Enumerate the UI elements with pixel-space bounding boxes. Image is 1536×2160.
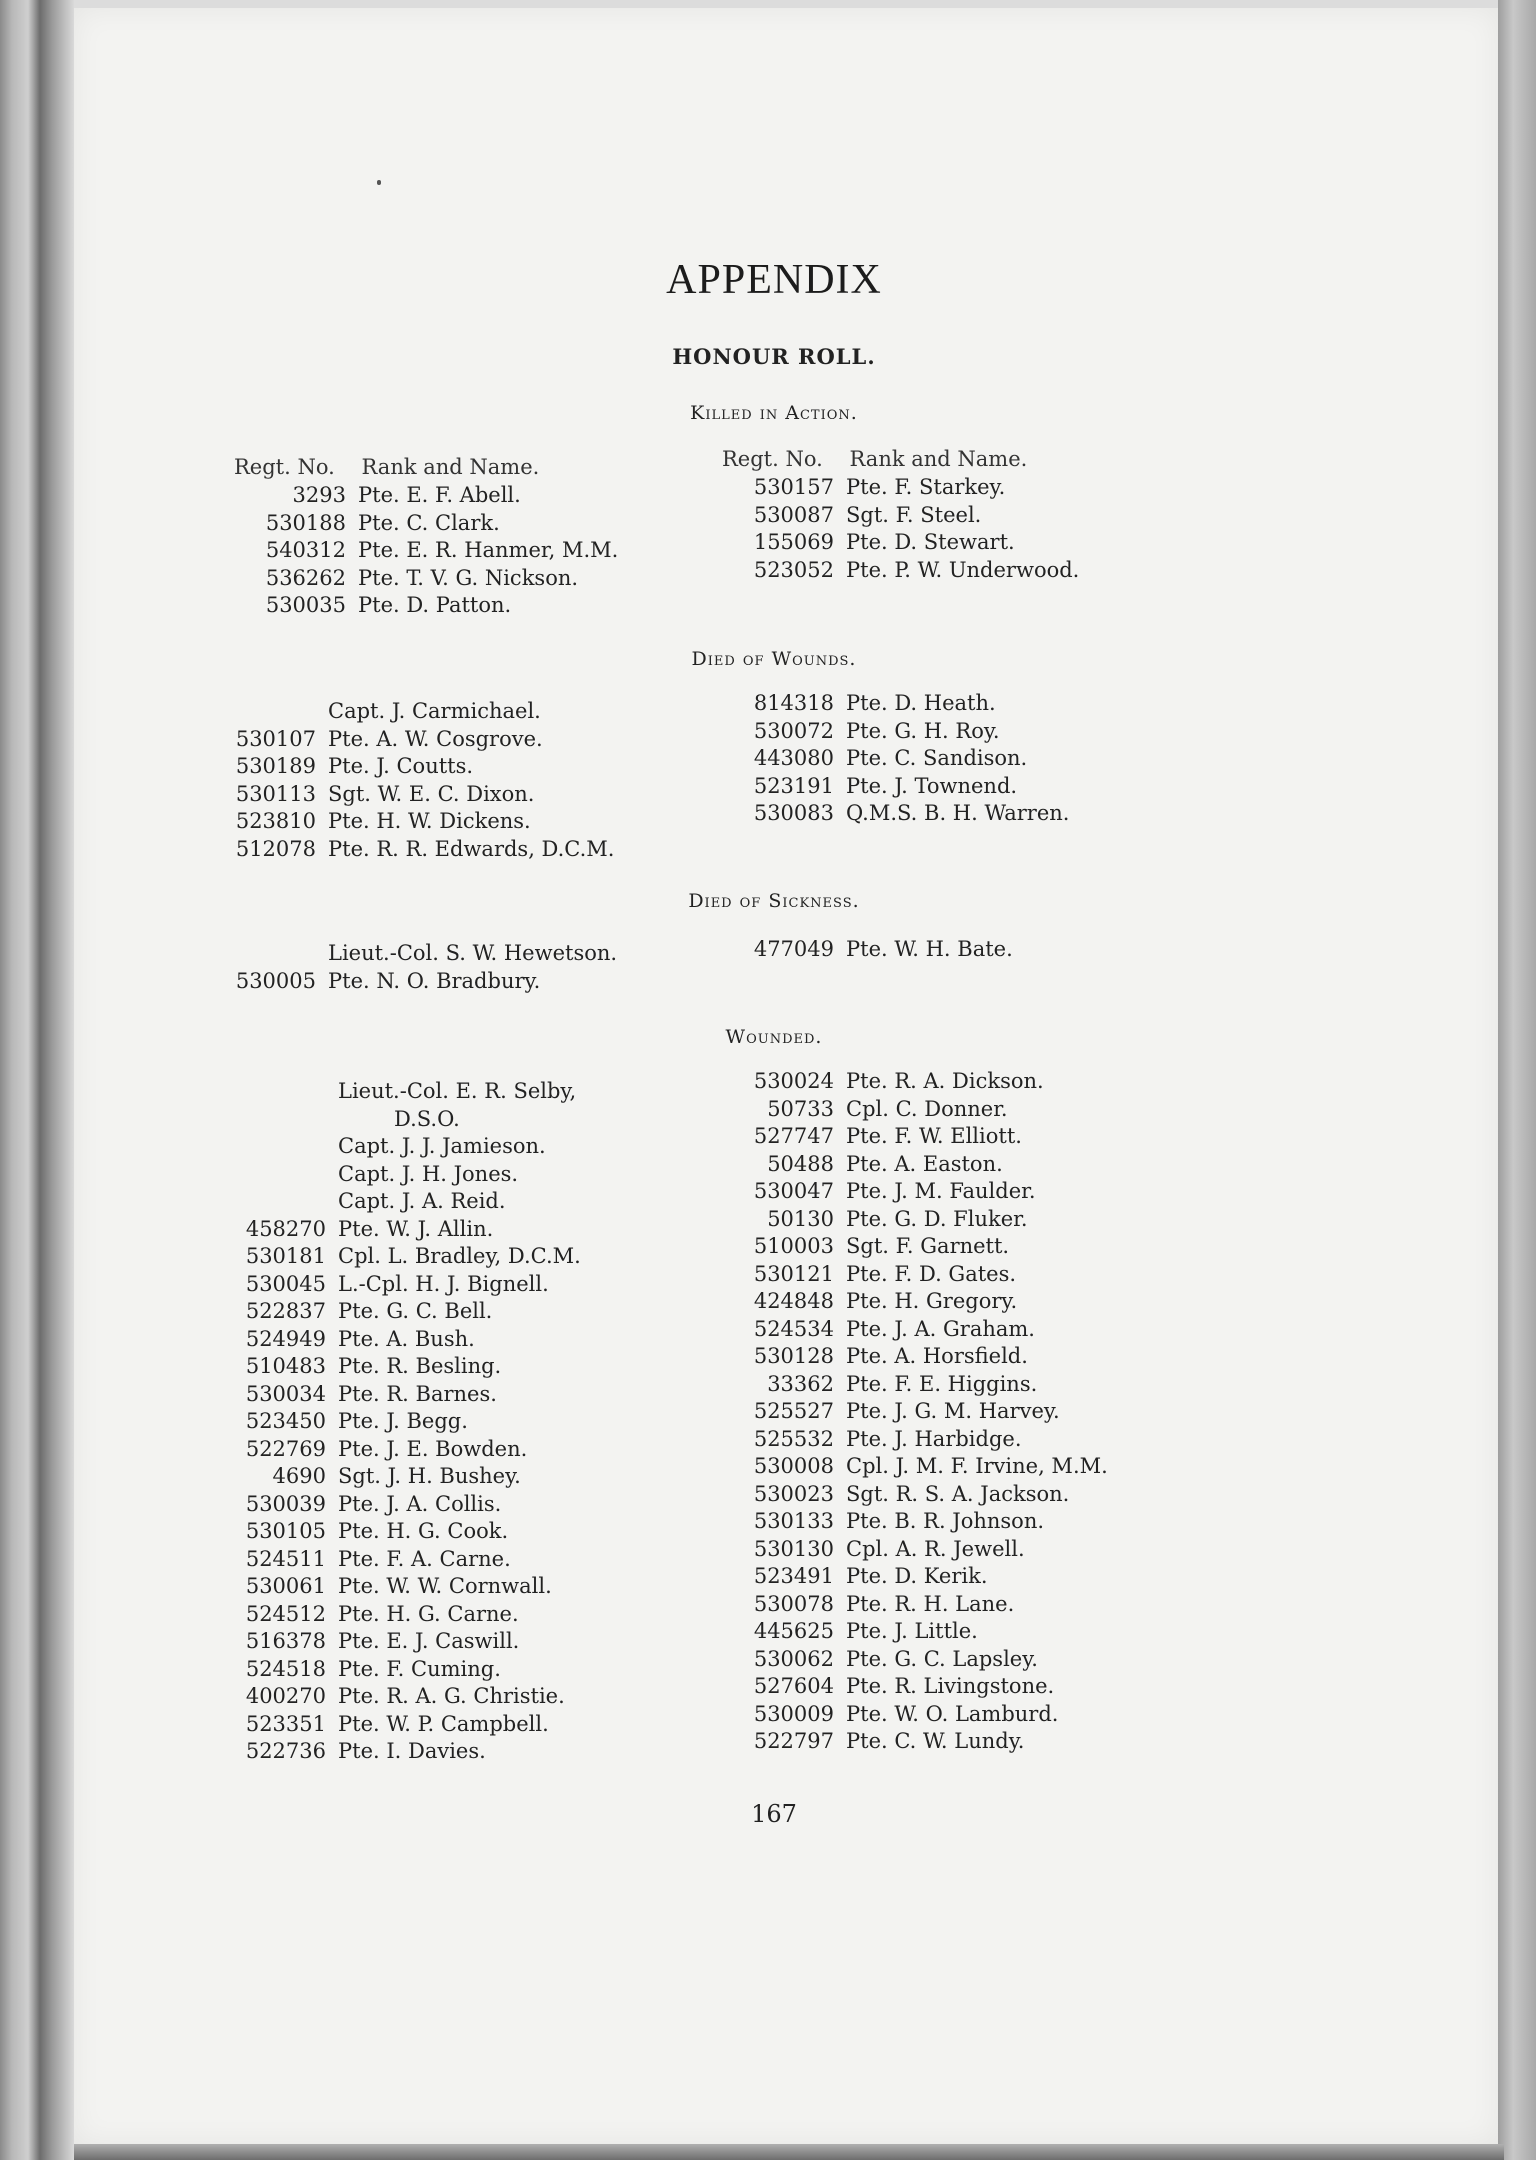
regiment-number: 530023: [753, 1481, 834, 1506]
roll-entry: [722, 1288, 1108, 1316]
died-wounds-left-list: [204, 698, 614, 863]
roll-entry: [722, 1536, 1108, 1564]
regiment-number: 525532: [753, 1426, 834, 1451]
book-page: [74, 8, 1498, 2144]
roll-entry: [722, 1591, 1108, 1619]
rank-and-name: Pte. G. D. Fluker.: [846, 1206, 1028, 1231]
rank-and-name: Pte. E. J. Caswill.: [338, 1629, 520, 1653]
roll-entry: [722, 1701, 1108, 1729]
rank-and-name: Pte. C. Sandison.: [846, 746, 1028, 770]
died-sickness-left-column: [204, 940, 617, 995]
rank-and-name: Pte. W. H. Bate.: [846, 937, 1013, 961]
rank-and-name: Pte. W. J. Allin.: [338, 1216, 494, 1241]
roll-entry: [214, 1326, 581, 1354]
roll-entry: [722, 1618, 1108, 1646]
rank-and-name: Pte. F. W. Elliott.: [846, 1124, 1022, 1148]
regiment-number: 530034: [245, 1381, 326, 1406]
roll-entry: [214, 1216, 581, 1244]
roll-entry: [214, 1738, 581, 1766]
rank-and-name: Pte. J. Little.: [846, 1619, 978, 1643]
roll-entry: [214, 1491, 581, 1519]
roll-entry: [722, 1673, 1108, 1701]
roll-entry: [214, 1243, 581, 1271]
rank-and-name: Pte. H. Gregory.: [846, 1289, 1018, 1313]
page-number: 167: [751, 1800, 797, 1828]
rank-and-name: Pte. G. C. Bell.: [338, 1299, 493, 1323]
roll-entry: [722, 1343, 1108, 1371]
regiment-number: [214, 1188, 338, 1216]
regiment-number: 33362: [767, 1371, 834, 1396]
regiment-number: 530005: [235, 968, 316, 993]
roll-entry: [214, 1381, 581, 1409]
wounded-left-list: [214, 1078, 581, 1766]
regiment-number: 530009: [753, 1701, 834, 1726]
regiment-number: 4690: [272, 1464, 326, 1488]
killed-left-column: [234, 452, 618, 620]
rank-and-name: Cpl. A. R. Jewell.: [846, 1536, 1025, 1561]
rank-and-name: Pte. D. Kerik.: [846, 1564, 988, 1588]
rank-and-name: Pte. J. Harbidge.: [846, 1426, 1022, 1451]
rank-and-name: Lieut.-Col. E. R. Selby,: [338, 1079, 577, 1103]
ink-speck: [377, 180, 381, 185]
regiment-number: 530133: [753, 1509, 834, 1533]
roll-entry: [722, 1453, 1108, 1481]
rank-and-name: Pte. I. Davies.: [338, 1739, 486, 1763]
page-bottom-edge: [74, 2144, 1504, 2160]
honour-roll-title: HONOUR ROLL.: [672, 344, 876, 369]
roll-entry: [722, 1178, 1108, 1206]
regiment-number: 530113: [235, 781, 316, 806]
regiment-number: 516378: [245, 1629, 326, 1653]
roll-entry: [214, 1408, 581, 1436]
rank-and-name: Capt. J. Carmichael.: [328, 699, 541, 723]
rank-and-name: Pte. J. Townend.: [846, 773, 1018, 798]
roll-entry: [722, 1096, 1108, 1124]
rank-and-name: D.S.O.: [394, 1106, 460, 1131]
roll-entry: [722, 474, 1079, 502]
regiment-number: 530062: [753, 1646, 834, 1671]
regiment-number: 523351: [245, 1711, 326, 1736]
roll-entry: [214, 1298, 581, 1326]
regiment-number: 527604: [753, 1674, 834, 1698]
rank-and-name: Pte. J. M. Faulder.: [846, 1179, 1036, 1203]
section-title-died-sickness: Died of Sickness.: [688, 890, 860, 912]
died-sickness-right-column: [722, 936, 1013, 964]
regiment-number: 527747: [753, 1124, 834, 1148]
roll-entry: [722, 1123, 1108, 1151]
rank-and-name: Pte. D. Patton.: [358, 593, 512, 617]
regiment-number: 445625: [753, 1619, 834, 1643]
roll-entry: [234, 537, 618, 565]
regiment-number: 510483: [245, 1354, 326, 1378]
rank-and-name: Pte. C. Clark.: [358, 510, 500, 535]
roll-entry: [214, 1683, 581, 1711]
roll-entry: [214, 1436, 581, 1464]
rank-and-name: Pte. W. P. Campbell.: [338, 1711, 549, 1736]
rank-and-name: Pte. F. E. Higgins.: [846, 1371, 1038, 1396]
rank-and-name: Pte. A. Bush.: [338, 1326, 475, 1351]
roll-entry: [722, 502, 1079, 530]
wounded-right-column: [722, 1068, 1108, 1756]
roll-entry: [214, 1711, 581, 1739]
regiment-number: 530024: [753, 1069, 834, 1093]
regiment-number: [204, 698, 328, 726]
regiment-number: 524949: [245, 1326, 326, 1351]
roll-entry: [722, 1426, 1108, 1454]
roll-entry: [722, 1398, 1108, 1426]
roll-entry: [204, 726, 614, 754]
regiment-number: 530072: [753, 718, 834, 743]
regiment-number: 400270: [245, 1684, 326, 1708]
rank-and-name: Pte. C. W. Lundy.: [846, 1729, 1025, 1753]
wounded-left-column: [214, 1078, 581, 1766]
rank-and-name: Pte. G. C. Lapsley.: [846, 1646, 1038, 1671]
regiment-number: 530128: [753, 1344, 834, 1368]
roll-entry: [214, 1656, 581, 1684]
section-title-died-wounds: Died of Wounds.: [691, 648, 857, 670]
roll-entry: [214, 1106, 581, 1134]
rank-and-name: Pte. H. W. Dickens.: [328, 809, 531, 833]
regiment-number: 530105: [245, 1519, 326, 1543]
regiment-number: 530189: [235, 754, 316, 778]
roll-entry: [722, 690, 1069, 718]
regiment-number: 155069: [753, 530, 834, 554]
rank-and-name: Pte. H. G. Carne.: [338, 1601, 519, 1626]
roll-entry: [214, 1133, 581, 1161]
rank-and-name: Pte. J. Begg.: [338, 1409, 468, 1433]
wounded-right-list: [722, 1068, 1108, 1756]
regiment-number: [214, 1161, 338, 1189]
rank-and-name: Capt. J. J. Jamieson.: [338, 1134, 546, 1158]
roll-entry: [214, 1161, 581, 1189]
roll-entry: [214, 1546, 581, 1574]
regiment-number: 524534: [753, 1316, 834, 1341]
regiment-number: 523450: [245, 1409, 326, 1433]
roll-entry: [214, 1271, 581, 1299]
rank-and-name: Pte. B. R. Johnson.: [846, 1509, 1045, 1533]
rank-and-name: Pte. A. Horsfield.: [846, 1344, 1028, 1368]
rank-and-name: Pte. W. O. Lamburd.: [846, 1701, 1059, 1726]
regiment-number: 530107: [235, 726, 316, 751]
regiment-number: 522769: [245, 1436, 326, 1461]
regiment-number: 3293: [292, 483, 346, 507]
roll-entry: [234, 565, 618, 593]
rank-and-name: Pte. E. F. Abell.: [358, 483, 521, 507]
rank-and-name: Pte. J. Coutts.: [328, 754, 474, 778]
rank-and-name: Pte. F. Cuming.: [338, 1656, 501, 1681]
died-sickness-left-list: [204, 940, 617, 995]
roll-entry: [214, 1188, 581, 1216]
rank-and-name: Pte. J. G. M. Harvey.: [846, 1399, 1060, 1423]
roll-entry: [722, 1151, 1108, 1179]
regiment-number: 530087: [753, 502, 834, 527]
book-spine: [0, 0, 74, 2160]
roll-entry: [214, 1573, 581, 1601]
rank-and-name: Lieut.-Col. S. W. Hewetson.: [328, 941, 618, 965]
rank-and-name: Pte. J. E. Bowden.: [338, 1436, 528, 1461]
roll-entry: [722, 1646, 1108, 1674]
header-rank-name: Rank and Name.: [849, 447, 1028, 471]
rank-and-name: Pte. R. Besling.: [338, 1354, 502, 1378]
regiment-number: 530039: [245, 1491, 326, 1516]
roll-entry: [722, 718, 1069, 746]
rank-and-name: Cpl. L. Bradley, D.C.M.: [338, 1244, 581, 1268]
regiment-number: 443080: [753, 746, 834, 770]
roll-entry: [204, 968, 617, 996]
regiment-number: 530008: [753, 1454, 834, 1478]
rank-and-name: Pte. T. V. G. Nickson.: [358, 565, 579, 590]
rank-and-name: Cpl. J. M. F. Irvine, M.M.: [846, 1454, 1108, 1478]
roll-entry: [722, 1068, 1108, 1096]
roll-entry: [722, 800, 1069, 828]
roll-entry: [204, 836, 614, 864]
regiment-number: 522797: [753, 1729, 834, 1753]
rank-and-name: Sgt. W. E. C. Dixon.: [328, 781, 535, 806]
roll-entry: [722, 1261, 1108, 1289]
regiment-number: [214, 1133, 338, 1161]
roll-entry: [234, 510, 618, 538]
rank-and-name: Sgt. R. S. A. Jackson.: [846, 1481, 1070, 1506]
regiment-number: 523052: [753, 557, 834, 582]
regiment-number: 525527: [753, 1399, 834, 1423]
regiment-number: 522837: [245, 1299, 326, 1323]
regiment-number: 424848: [753, 1289, 834, 1313]
regiment-number: 50130: [767, 1206, 834, 1231]
rank-and-name: Pte. J. A. Collis.: [338, 1491, 502, 1516]
roll-entry: [722, 1371, 1108, 1399]
header-regt-no: Regt. No.: [234, 455, 335, 479]
roll-entry: [722, 936, 1013, 964]
rank-and-name: Pte. P. W. Underwood.: [846, 557, 1080, 582]
rank-and-name: Cpl. C. Donner.: [846, 1096, 1008, 1121]
roll-entry: [234, 482, 618, 510]
regiment-number: 523191: [753, 773, 834, 798]
regiment-number: 524518: [245, 1656, 326, 1681]
roll-entry: [214, 1353, 581, 1381]
rank-and-name: L.-Cpl. H. J. Bignell.: [338, 1271, 549, 1296]
roll-entry: [722, 1481, 1108, 1509]
rank-and-name: Capt. J. A. Reid.: [338, 1189, 506, 1213]
roll-entry: [722, 529, 1079, 557]
rank-and-name: Pte. G. H. Roy.: [846, 718, 1000, 743]
rank-and-name: Pte. A. W. Cosgrove.: [328, 726, 543, 751]
rank-and-name: Pte. H. G. Cook.: [338, 1519, 509, 1543]
roll-entry: [722, 1508, 1108, 1536]
rank-and-name: Pte. W. W. Cornwall.: [338, 1574, 552, 1598]
rank-and-name: Pte. R. Livingstone.: [846, 1674, 1055, 1698]
rank-and-name: Pte. F. Starkey.: [846, 475, 1006, 499]
rank-and-name: Pte. R. A. G. Christie.: [338, 1684, 565, 1708]
killed-right-column: [722, 444, 1079, 584]
regiment-number: 814318: [753, 691, 834, 715]
roll-entry: [722, 1206, 1108, 1234]
regiment-number: 530188: [265, 510, 346, 535]
killed-left-list: [234, 482, 618, 620]
regiment-number: 50733: [767, 1096, 834, 1121]
regiment-number: 522736: [245, 1739, 326, 1763]
header-regt-no: Regt. No.: [722, 447, 823, 471]
roll-entry: [234, 592, 618, 620]
roll-entry: [722, 1316, 1108, 1344]
header-rank-name: Rank and Name.: [361, 455, 540, 479]
rank-and-name: Pte. D. Stewart.: [846, 530, 1015, 554]
regiment-number: 530035: [265, 593, 346, 617]
rank-and-name: Pte. J. A. Graham.: [846, 1316, 1035, 1341]
rank-and-name: Pte. A. Easton.: [846, 1151, 1003, 1176]
column-header: [722, 444, 1079, 474]
rank-and-name: Q.M.S. B. H. Warren.: [846, 801, 1070, 825]
rank-and-name: Pte. R. A. Dickson.: [846, 1069, 1044, 1093]
rank-and-name: Pte. E. R. Hanmer, M.M.: [358, 538, 619, 562]
rank-and-name: Capt. J. H. Jones.: [338, 1161, 519, 1186]
regiment-number: 530121: [753, 1261, 834, 1286]
regiment-number: [204, 940, 328, 968]
rank-and-name: Pte. N. O. Bradbury.: [328, 968, 541, 993]
roll-entry: [214, 1628, 581, 1656]
roll-entry: [204, 753, 614, 781]
regiment-number: 524511: [245, 1546, 326, 1571]
roll-entry: [722, 557, 1079, 585]
regiment-number: 458270: [245, 1216, 326, 1241]
regiment-number: [214, 1078, 338, 1106]
roll-entry: [204, 940, 617, 968]
roll-entry: [722, 745, 1069, 773]
killed-right-list: [722, 474, 1079, 584]
section-title-killed: Killed in Action.: [690, 402, 858, 424]
roll-entry: [204, 698, 614, 726]
regiment-number: 530157: [753, 475, 834, 499]
regiment-number: 530061: [245, 1574, 326, 1598]
rank-and-name: Pte. D. Heath.: [846, 691, 996, 715]
rank-and-name: Pte. F. D. Gates.: [846, 1261, 1017, 1286]
regiment-number: 523491: [753, 1564, 834, 1588]
rank-and-name: Sgt. F. Steel.: [846, 502, 982, 527]
regiment-number: 530078: [753, 1591, 834, 1616]
regiment-number: 530130: [753, 1536, 834, 1561]
died-wounds-right-list: [722, 690, 1069, 828]
regiment-number: 530047: [753, 1179, 834, 1203]
regiment-number: 477049: [753, 937, 834, 961]
rank-and-name: Pte. R. H. Lane.: [846, 1591, 1015, 1616]
regiment-number: 50488: [767, 1151, 834, 1176]
rank-and-name: Sgt. F. Garnett.: [846, 1234, 1010, 1258]
died-sickness-right-list: [722, 936, 1013, 964]
rank-and-name: Pte. F. A. Carne.: [338, 1546, 511, 1571]
died-wounds-right-column: [722, 690, 1069, 828]
regiment-number: 530083: [753, 801, 834, 825]
regiment-number: 530181: [245, 1244, 326, 1268]
roll-entry: [722, 773, 1069, 801]
roll-entry: [204, 808, 614, 836]
roll-entry: [722, 1233, 1108, 1261]
roll-entry: [214, 1078, 581, 1106]
appendix-title: APPENDIX: [666, 257, 882, 303]
regiment-number: 510003: [753, 1234, 834, 1258]
regiment-number: 530045: [245, 1271, 326, 1296]
rank-and-name: Sgt. J. H. Bushey.: [338, 1464, 521, 1488]
regiment-number: 512078: [235, 836, 316, 861]
roll-entry: [214, 1518, 581, 1546]
roll-entry: [214, 1601, 581, 1629]
regiment-number: 536262: [265, 565, 346, 590]
rank-and-name: Pte. R. Barnes.: [338, 1381, 497, 1406]
roll-entry: [214, 1463, 581, 1491]
page-edge: [1498, 0, 1536, 2160]
regiment-number: 540312: [265, 538, 346, 562]
roll-entry: [722, 1728, 1108, 1756]
column-header: [234, 452, 618, 482]
section-title-wounded: Wounded.: [725, 1026, 823, 1048]
rank-and-name: Pte. R. R. Edwards, D.C.M.: [328, 836, 615, 861]
regiment-number: 524512: [245, 1601, 326, 1626]
roll-entry: [204, 781, 614, 809]
regiment-number: 523810: [235, 809, 316, 833]
roll-entry: [722, 1563, 1108, 1591]
died-wounds-left-column: [204, 698, 614, 863]
